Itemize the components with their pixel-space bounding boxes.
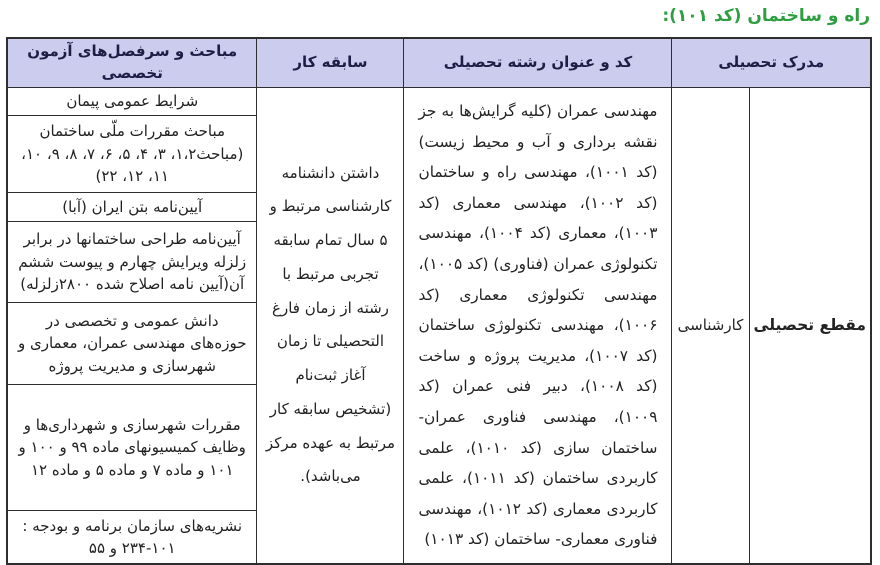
header-topics: مباحث و سرفصل‌های آزمون تخصصی [7,38,257,88]
cell-topic-general-knowledge: دانش عمومی و تخصصی در حوزه‌های مهندسی عمران، معماری و شهرسازی و مدیریت پروژه [7,302,257,384]
page-title: راه و ساختمان (کد ۱۰۱): [662,6,870,26]
cell-degree-level: مقطع تحصیلی [749,88,871,564]
header-row [7,38,871,88]
cell-field-codes: مهندسی عمران (کلیه گرایش‌ها به جز نقشه برداری و آب و محیط زیست) (کد ۱۰۰۱)، مهندسی راه و ساختمان (کد ۱۰۰۲)، مهندسی معماری (کد ۱۰۰۳)، معماری (کد ۱۰۰۴)، مهندسی تکنولوژی عمران (فناوری) (کد ۱۰۰۵)، مهندسی تکنولوژی معماری (کد ۱۰۰۶)، مهندسی تکنولوژی ساختمان (کد ۱۰۰۷)، مدیریت پروژه و ساخت (کد ۱۰۰۸)، دبیر فنی عمران (کد ۱۰۰۹)، مهندسی فناوری عمران- ساختمان سازی (کد ۱۰۱۰)، علمی کاربردی ساختمان (کد ۱۰۱۱)، علمی کاربردی معماری (کد ۱۰۱۲)، مهندسی فناوری معماری- ساختمان (کد ۱۰۱۳) [404,88,672,564]
cell-topic-concrete-code: آیین‌نامه بتن ایران (آبا) [7,193,257,222]
cell-topic-urban-regulations: مقررات شهرسازی و شهرداری‌ها و وظایف کمیسیونهای ماده ۹۹ و ۱۰۰ و ۱۰۱ و ماده ۷ و ماده ۵ و ماده ۱۲ [7,385,257,511]
header-experience: سابقه کار [257,38,404,88]
qualification-table [6,37,872,565]
header-degree: مدرک تحصیلی [672,38,871,88]
cell-degree-value: کارشناسی [672,88,749,564]
header-field-code: کد و عنوان رشته تحصیلی [404,38,672,88]
cell-topic-national-building-regulations: مباحث مقررات ملّی ساختمان (مباحث۱،۲، ۳، ۴، ۵، ۶، ۷، ۸، ۹، ۱۰، ۱۱، ۱۲، ۲۲) [7,115,257,192]
table-row [7,88,871,116]
cell-topic-pbo-publications: نشریه‌های سازمان برنامه و بودجه : ۱۰۱-۲۳۴ و ۵۵ [7,511,257,564]
cell-topic-seismic-code-2800: آیین‌نامه طراحی ساختمانها در برابر زلزله ویرایش چهارم و پیوست ششم آن(آیین نامه اصلاح شده ۲۸۰۰زلزله) [7,221,257,302]
cell-work-experience: داشتن دانشنامه کارشناسی مرتبط و ۵ سال تمام سابقه تجربی مرتبط با رشته از زمان فارغ التحصیلی تا زمان آغاز ثبت‌نام (تشخیص سابقه کار مرتبط به عهده مرکز می‌باشد). [257,88,404,564]
cell-topic-general-contract-terms: شرایط عمومی پیمان [7,88,257,116]
